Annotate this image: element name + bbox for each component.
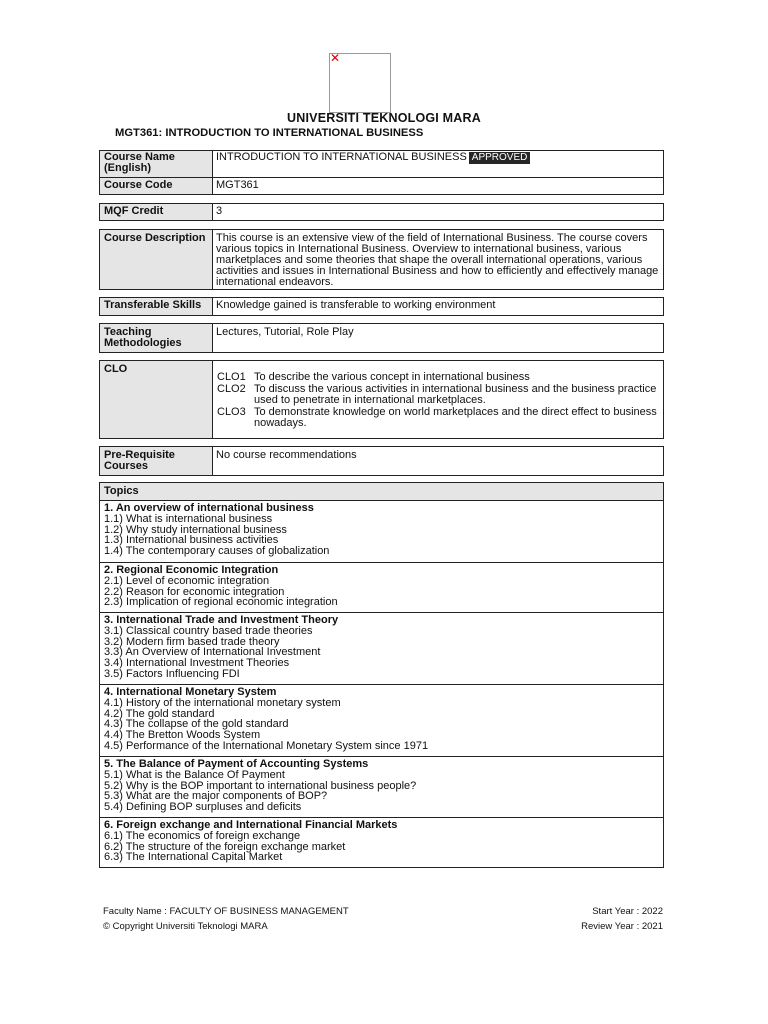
topics-header: Topics bbox=[100, 483, 663, 501]
clo-row bbox=[100, 361, 663, 438]
topic-item: 5.3) What are the major components of BOP? bbox=[104, 790, 328, 803]
clo-list bbox=[213, 361, 663, 438]
topic-item: 1.1) What is international business bbox=[104, 512, 273, 525]
topic-item: 6.3) The International Capital Market bbox=[104, 851, 283, 864]
topic-title: 2. Regional Economic Integration bbox=[104, 564, 279, 576]
course-description-table bbox=[99, 229, 664, 290]
transferable-skills-label: Transferable Skills bbox=[100, 298, 213, 315]
topics-table bbox=[99, 482, 664, 868]
course-heading: MGT361: INTRODUCTION TO INTERNATIONAL BUSINESS bbox=[115, 127, 424, 139]
prerequisite-row bbox=[100, 447, 663, 475]
prerequisite-value: No course recommendations bbox=[216, 449, 357, 461]
course-name-row bbox=[100, 151, 663, 177]
teaching-methodologies-table bbox=[99, 323, 664, 353]
topic-item: 4.4) The Bretton Woods System bbox=[104, 729, 261, 742]
topic-title: 6. Foreign exchange and International Financial Markets bbox=[104, 819, 398, 831]
topic-section bbox=[100, 612, 663, 684]
course-name-value bbox=[213, 151, 663, 177]
transferable-skills-row bbox=[100, 298, 663, 315]
clo-item bbox=[217, 384, 663, 407]
course-code-row bbox=[100, 177, 663, 194]
topic-item: 2.1) Level of economic integration bbox=[104, 574, 270, 587]
course-info-table bbox=[99, 150, 664, 195]
course-description-value: This course is an extensive view of the field of International Business. The course covers various topics in International Business. Overview to international business, various marketplaces and some theories that shape the overall international operations, various activities and issues in International Business and how to efficiently and effectively manage international endeavors. bbox=[216, 232, 659, 288]
university-title: UNIVERSITI TEKNOLOGI MARA bbox=[287, 111, 481, 125]
copyright-text: © Copyright Universiti Teknologi MARA bbox=[103, 921, 268, 932]
transferable-skills-table bbox=[99, 297, 664, 316]
topic-item: 1.3) International business activities bbox=[104, 534, 279, 547]
topic-item: 3.4) International Investment Theories bbox=[104, 657, 290, 670]
clo-text: To discuss the various activities in international business and the business practice used to penetrate in international marketplaces. bbox=[254, 382, 657, 406]
topic-title: 4. International Monetary System bbox=[104, 686, 277, 698]
topic-title: 1. An overview of international business bbox=[104, 502, 314, 514]
course-code-value: MGT361 bbox=[216, 179, 259, 191]
topic-section bbox=[100, 684, 663, 756]
mqf-credit-value: 3 bbox=[216, 205, 223, 217]
approved-status-badge: APPROVED bbox=[469, 152, 531, 164]
teaching-methodologies-label: Teaching Methodologies bbox=[100, 324, 213, 352]
start-year: Start Year : 2022 bbox=[592, 906, 663, 917]
topic-item: 1.2) Why study international business bbox=[104, 523, 287, 536]
mqf-credit-label: MQF Credit bbox=[100, 204, 213, 220]
topic-item: 4.2) The gold standard bbox=[104, 707, 215, 720]
faculty-name: Faculty Name : FACULTY OF BUSINESS MANAGEMENT bbox=[103, 906, 349, 917]
clo-code: CLO2 bbox=[217, 382, 246, 395]
topic-item: 6.1) The economics of foreign exchange bbox=[104, 829, 301, 842]
topic-item: 5.2) Why is the BOP important to international business people? bbox=[104, 779, 417, 792]
topic-item: 3.1) Classical country based trade theories bbox=[104, 624, 313, 637]
topic-item: 2.3) Implication of regional economic integration bbox=[104, 596, 338, 609]
broken-image-icon: ✕ bbox=[330, 51, 341, 65]
topic-item: 4.3) The collapse of the gold standard bbox=[104, 718, 289, 731]
topic-section bbox=[100, 501, 663, 562]
clo-code: CLO3 bbox=[217, 405, 246, 418]
topic-section bbox=[100, 562, 663, 612]
course-code-label: Course Code bbox=[100, 178, 213, 194]
clo-label: CLO bbox=[100, 361, 213, 438]
topic-item: 3.2) Modern firm based trade theory bbox=[104, 635, 280, 648]
clo-code: CLO1 bbox=[217, 371, 246, 383]
topic-item: 6.2) The structure of the foreign exchange market bbox=[104, 840, 346, 853]
topic-item: 1.4) The contemporary causes of globalization bbox=[104, 545, 330, 558]
review-year: Review Year : 2021 bbox=[581, 921, 663, 932]
topic-item: 3.5) Factors Influencing FDI bbox=[104, 667, 240, 680]
topic-title: 5. The Balance of Payment of Accounting Systems bbox=[104, 758, 369, 770]
prerequisite-label: Pre-Requisite Courses bbox=[100, 447, 213, 475]
course-description-label: Course Description bbox=[100, 230, 213, 289]
topic-section bbox=[100, 817, 663, 867]
clo-item bbox=[217, 407, 663, 430]
clo-text: To demonstrate knowledge on world marketplaces and the direct effect to business nowadays. bbox=[254, 405, 657, 429]
topic-item: 4.5) Performance of the International Monetary System since 1971 bbox=[104, 739, 429, 752]
clo-text: To describe the various concept in international business bbox=[254, 371, 530, 383]
clo-item bbox=[217, 372, 663, 384]
prerequisite-table bbox=[99, 446, 664, 476]
topic-item: 2.2) Reason for economic integration bbox=[104, 585, 285, 598]
topic-item: 5.1) What is the Balance Of Payment bbox=[104, 768, 285, 781]
course-description-row bbox=[100, 230, 663, 289]
topic-item: 5.4) Defining BOP surpluses and deficits bbox=[104, 801, 302, 814]
transferable-skills-value: Knowledge gained is transferable to working environment bbox=[216, 299, 496, 311]
clo-table bbox=[99, 360, 664, 439]
teaching-methodologies-value: Lectures, Tutorial, Role Play bbox=[216, 326, 354, 338]
topic-title: 3. International Trade and Investment Theory bbox=[104, 614, 339, 626]
university-logo-placeholder bbox=[329, 53, 391, 113]
mqf-credit-table bbox=[99, 203, 664, 221]
mqf-credit-row bbox=[100, 204, 663, 220]
course-name-text: INTRODUCTION TO INTERNATIONAL BUSINESS bbox=[216, 151, 467, 163]
topic-section bbox=[100, 756, 663, 817]
course-name-label: Course Name (English) bbox=[100, 151, 213, 177]
topic-item: 4.1) History of the international monetary system bbox=[104, 696, 341, 709]
topic-item: 3.3) An Overview of International Investment bbox=[104, 646, 321, 659]
teaching-methodologies-row bbox=[100, 324, 663, 352]
